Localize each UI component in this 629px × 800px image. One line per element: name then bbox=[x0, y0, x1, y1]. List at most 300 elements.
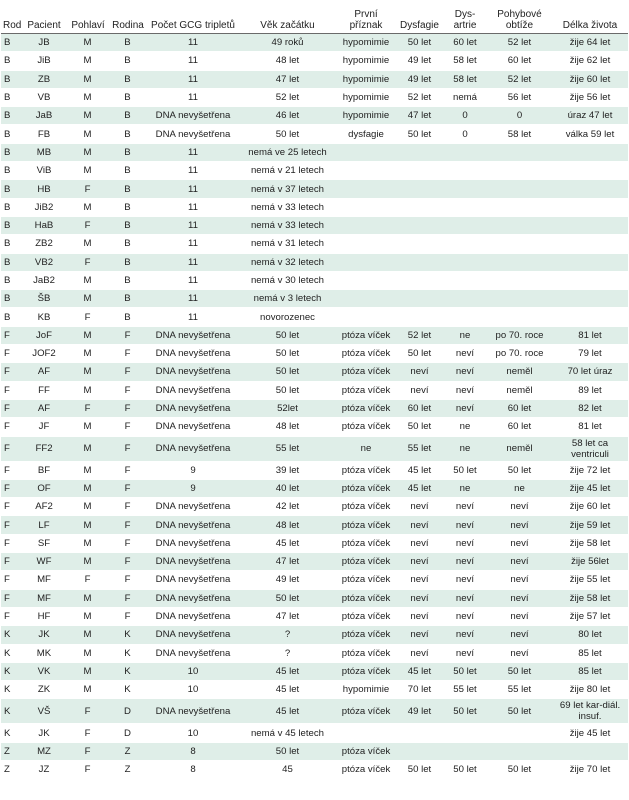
cell-pacient: HB bbox=[21, 180, 67, 198]
cell-rodina: F bbox=[109, 461, 147, 479]
cell-dysfagie bbox=[396, 216, 443, 234]
cell-rod: B bbox=[1, 34, 21, 52]
cell-dysfagie: 49 let bbox=[396, 52, 443, 70]
cell-delka-zivota: 69 let kar-diál. insuf. bbox=[552, 699, 628, 724]
cell-dysfagie bbox=[396, 235, 443, 253]
cell-delka-zivota: válka 59 let bbox=[552, 125, 628, 143]
cell-pohybove-obtize: 60 let bbox=[487, 52, 552, 70]
cell-pocet-gcg: DNA nevyšetřena bbox=[147, 326, 239, 344]
cell-dysartrie bbox=[443, 143, 487, 161]
cell-pocet-gcg: DNA nevyšetřena bbox=[147, 125, 239, 143]
cell-vek-zacatku: nemá ve 25 letech bbox=[239, 143, 336, 161]
cell-prvni-priznak bbox=[336, 724, 396, 742]
cell-delka-zivota bbox=[552, 143, 628, 161]
cell-pocet-gcg: DNA nevyšetřena bbox=[147, 589, 239, 607]
cell-rodina: F bbox=[109, 571, 147, 589]
table-row bbox=[1, 534, 628, 552]
cell-vek-zacatku: 48 let bbox=[239, 516, 336, 534]
cell-prvni-priznak: ptóza víček bbox=[336, 571, 396, 589]
cell-pohlavi: M bbox=[67, 198, 109, 216]
header-pocet-gcg: Počet GCG tripletů bbox=[147, 0, 239, 34]
cell-rod: K bbox=[1, 724, 21, 742]
cell-pohlavi: M bbox=[67, 271, 109, 289]
cell-dysartrie bbox=[443, 253, 487, 271]
cell-pohlavi: F bbox=[67, 571, 109, 589]
cell-delka-zivota: 85 let bbox=[552, 662, 628, 680]
cell-rodina: B bbox=[109, 271, 147, 289]
cell-vek-zacatku: nemá v 33 letech bbox=[239, 198, 336, 216]
cell-rodina: F bbox=[109, 553, 147, 571]
cell-pohybove-obtize: 58 let bbox=[487, 125, 552, 143]
cell-vek-zacatku: 52 let bbox=[239, 88, 336, 106]
cell-pacient: HF bbox=[21, 607, 67, 625]
cell-delka-zivota: žije 60 let bbox=[552, 498, 628, 516]
cell-delka-zivota: 82 let bbox=[552, 399, 628, 417]
cell-pacient: VK bbox=[21, 662, 67, 680]
table-row bbox=[1, 180, 628, 198]
cell-delka-zivota bbox=[552, 271, 628, 289]
table-row bbox=[1, 345, 628, 363]
cell-pohlavi: M bbox=[67, 589, 109, 607]
cell-prvni-priznak: ptóza víček bbox=[336, 381, 396, 399]
cell-pocet-gcg: DNA nevyšetřena bbox=[147, 607, 239, 625]
table-row bbox=[1, 107, 628, 125]
cell-rodina: F bbox=[109, 399, 147, 417]
cell-dysartrie: neví bbox=[443, 345, 487, 363]
cell-rod: B bbox=[1, 88, 21, 106]
table-row bbox=[1, 699, 628, 724]
header-pacient: Pacient bbox=[21, 0, 67, 34]
cell-pohybove-obtize: ne bbox=[487, 479, 552, 497]
cell-pohybove-obtize: 52 let bbox=[487, 34, 552, 52]
cell-pohlavi: M bbox=[67, 516, 109, 534]
cell-dysartrie bbox=[443, 308, 487, 326]
cell-prvni-priznak: ptóza víček bbox=[336, 479, 396, 497]
cell-pacient: MK bbox=[21, 644, 67, 662]
cell-pohybove-obtize bbox=[487, 162, 552, 180]
cell-pohybove-obtize bbox=[487, 143, 552, 161]
cell-dysartrie bbox=[443, 180, 487, 198]
cell-dysartrie: neví bbox=[443, 516, 487, 534]
table-row bbox=[1, 253, 628, 271]
table-row bbox=[1, 644, 628, 662]
cell-pacient: OF bbox=[21, 479, 67, 497]
cell-delka-zivota bbox=[552, 235, 628, 253]
cell-pohlavi: M bbox=[67, 534, 109, 552]
cell-pacient: KB bbox=[21, 308, 67, 326]
cell-pacient: ViB bbox=[21, 162, 67, 180]
cell-rodina: B bbox=[109, 253, 147, 271]
cell-vek-zacatku: 40 let bbox=[239, 479, 336, 497]
cell-prvni-priznak bbox=[336, 271, 396, 289]
cell-pocet-gcg: 11 bbox=[147, 253, 239, 271]
cell-pocet-gcg: 11 bbox=[147, 271, 239, 289]
cell-dysartrie bbox=[443, 198, 487, 216]
cell-pacient: ZK bbox=[21, 681, 67, 699]
cell-dysartrie: neví bbox=[443, 644, 487, 662]
table-row bbox=[1, 308, 628, 326]
cell-delka-zivota: žije 64 let bbox=[552, 34, 628, 52]
cell-delka-zivota: žije 56let bbox=[552, 553, 628, 571]
table-row bbox=[1, 381, 628, 399]
cell-vek-zacatku: nemá v 32 letech bbox=[239, 253, 336, 271]
cell-pohlavi: M bbox=[67, 644, 109, 662]
cell-pohybove-obtize: 0 bbox=[487, 107, 552, 125]
cell-rod: F bbox=[1, 345, 21, 363]
cell-pacient: SF bbox=[21, 534, 67, 552]
cell-prvni-priznak: ptóza víček bbox=[336, 498, 396, 516]
cell-pocet-gcg: 11 bbox=[147, 70, 239, 88]
cell-rod: Z bbox=[1, 742, 21, 760]
table-row bbox=[1, 626, 628, 644]
table-row bbox=[1, 418, 628, 436]
cell-rodina: B bbox=[109, 198, 147, 216]
cell-dysfagie bbox=[396, 162, 443, 180]
cell-rod: F bbox=[1, 553, 21, 571]
cell-pocet-gcg: 11 bbox=[147, 290, 239, 308]
cell-pocet-gcg: DNA nevyšetřena bbox=[147, 571, 239, 589]
table-row bbox=[1, 88, 628, 106]
cell-prvni-priznak: ptóza víček bbox=[336, 742, 396, 760]
cell-prvni-priznak: hypomimie bbox=[336, 52, 396, 70]
table-row bbox=[1, 607, 628, 625]
cell-prvni-priznak: ptóza víček bbox=[336, 418, 396, 436]
cell-dysfagie: neví bbox=[396, 571, 443, 589]
cell-rodina: B bbox=[109, 162, 147, 180]
cell-delka-zivota: žije 45 let bbox=[552, 724, 628, 742]
cell-vek-zacatku: 47 let bbox=[239, 607, 336, 625]
cell-vek-zacatku: ? bbox=[239, 626, 336, 644]
cell-rodina: F bbox=[109, 418, 147, 436]
cell-rodina: B bbox=[109, 125, 147, 143]
cell-pohybove-obtize: neměl bbox=[487, 436, 552, 461]
cell-pacient: JaB bbox=[21, 107, 67, 125]
cell-dysartrie: ne bbox=[443, 436, 487, 461]
cell-vek-zacatku: nemá v 37 letech bbox=[239, 180, 336, 198]
cell-rod: F bbox=[1, 589, 21, 607]
cell-rodina: F bbox=[109, 534, 147, 552]
cell-dysartrie: neví bbox=[443, 626, 487, 644]
cell-pocet-gcg: 11 bbox=[147, 308, 239, 326]
cell-dysfagie: 49 let bbox=[396, 699, 443, 724]
cell-rodina: K bbox=[109, 662, 147, 680]
cell-dysartrie: 50 let bbox=[443, 662, 487, 680]
cell-rod: F bbox=[1, 399, 21, 417]
cell-delka-zivota bbox=[552, 162, 628, 180]
cell-dysfagie bbox=[396, 180, 443, 198]
cell-delka-zivota bbox=[552, 742, 628, 760]
cell-pacient: VB bbox=[21, 88, 67, 106]
header-pohlavi: Pohlaví bbox=[67, 0, 109, 34]
cell-dysfagie: neví bbox=[396, 607, 443, 625]
cell-prvni-priznak: ptóza víček bbox=[336, 399, 396, 417]
cell-pacient: JB bbox=[21, 34, 67, 52]
cell-pacient: JiB2 bbox=[21, 198, 67, 216]
cell-dysfagie: 50 let bbox=[396, 34, 443, 52]
cell-vek-zacatku: 48 let bbox=[239, 418, 336, 436]
cell-vek-zacatku: 47 let bbox=[239, 70, 336, 88]
cell-rod: K bbox=[1, 699, 21, 724]
cell-vek-zacatku: 45 let bbox=[239, 681, 336, 699]
cell-pacient: MZ bbox=[21, 742, 67, 760]
cell-pacient: JOF2 bbox=[21, 345, 67, 363]
cell-pacient: JaB2 bbox=[21, 271, 67, 289]
cell-pocet-gcg: DNA nevyšetřena bbox=[147, 626, 239, 644]
cell-dysfagie bbox=[396, 253, 443, 271]
cell-delka-zivota: 58 let ca ventriculi bbox=[552, 436, 628, 461]
cell-pohlavi: M bbox=[67, 34, 109, 52]
cell-rod: B bbox=[1, 107, 21, 125]
cell-prvni-priznak: hypomimie bbox=[336, 70, 396, 88]
table-row bbox=[1, 235, 628, 253]
cell-pocet-gcg: 8 bbox=[147, 742, 239, 760]
cell-dysfagie: 50 let bbox=[396, 345, 443, 363]
cell-rod: B bbox=[1, 162, 21, 180]
cell-pohlavi: M bbox=[67, 553, 109, 571]
table-header-row bbox=[1, 0, 628, 34]
cell-pacient: JK bbox=[21, 626, 67, 644]
cell-prvni-priznak: ptóza víček bbox=[336, 699, 396, 724]
cell-dysartrie bbox=[443, 742, 487, 760]
cell-rodina: F bbox=[109, 607, 147, 625]
table-row bbox=[1, 589, 628, 607]
cell-pocet-gcg: DNA nevyšetřena bbox=[147, 107, 239, 125]
cell-pohybove-obtize: 50 let bbox=[487, 461, 552, 479]
cell-dysartrie bbox=[443, 271, 487, 289]
table-row bbox=[1, 479, 628, 497]
cell-pohybove-obtize: neví bbox=[487, 607, 552, 625]
cell-dysfagie: neví bbox=[396, 363, 443, 381]
cell-vek-zacatku: nemá v 31 letech bbox=[239, 235, 336, 253]
cell-vek-zacatku: 45 let bbox=[239, 662, 336, 680]
cell-pohybove-obtize: neví bbox=[487, 626, 552, 644]
cell-pohlavi: F bbox=[67, 742, 109, 760]
cell-pohybove-obtize bbox=[487, 290, 552, 308]
table-row bbox=[1, 326, 628, 344]
cell-delka-zivota: žije 70 let bbox=[552, 760, 628, 778]
cell-pohybove-obtize: neměl bbox=[487, 363, 552, 381]
cell-vek-zacatku: 50 let bbox=[239, 345, 336, 363]
cell-delka-zivota: úraz 47 let bbox=[552, 107, 628, 125]
cell-vek-zacatku: 49 let bbox=[239, 571, 336, 589]
cell-delka-zivota: žije 59 let bbox=[552, 516, 628, 534]
cell-pocet-gcg: 11 bbox=[147, 180, 239, 198]
cell-pocet-gcg: 11 bbox=[147, 216, 239, 234]
cell-vek-zacatku: 45 bbox=[239, 760, 336, 778]
cell-pohlavi: F bbox=[67, 308, 109, 326]
cell-delka-zivota: 85 let bbox=[552, 644, 628, 662]
cell-pohlavi: M bbox=[67, 290, 109, 308]
cell-vek-zacatku: 46 let bbox=[239, 107, 336, 125]
cell-pohybove-obtize bbox=[487, 308, 552, 326]
cell-pocet-gcg: DNA nevyšetřena bbox=[147, 418, 239, 436]
cell-pohlavi: M bbox=[67, 70, 109, 88]
cell-pacient: ZB2 bbox=[21, 235, 67, 253]
header-rodina: Rodina bbox=[109, 0, 147, 34]
table-row bbox=[1, 125, 628, 143]
cell-rod: F bbox=[1, 534, 21, 552]
cell-rodina: F bbox=[109, 345, 147, 363]
cell-rodina: F bbox=[109, 516, 147, 534]
cell-pacient: ŠB bbox=[21, 290, 67, 308]
cell-delka-zivota bbox=[552, 290, 628, 308]
cell-vek-zacatku: novorozenec bbox=[239, 308, 336, 326]
table-row bbox=[1, 681, 628, 699]
cell-pohlavi: M bbox=[67, 363, 109, 381]
table-row bbox=[1, 198, 628, 216]
cell-pacient: FF2 bbox=[21, 436, 67, 461]
cell-pohybove-obtize: neví bbox=[487, 571, 552, 589]
patients-table bbox=[1, 0, 628, 779]
cell-pacient: JiB bbox=[21, 52, 67, 70]
cell-delka-zivota: žije 57 let bbox=[552, 607, 628, 625]
cell-prvni-priznak: hypomimie bbox=[336, 681, 396, 699]
cell-dysartrie: neví bbox=[443, 498, 487, 516]
cell-pocet-gcg: 11 bbox=[147, 34, 239, 52]
cell-rodina: B bbox=[109, 52, 147, 70]
cell-delka-zivota bbox=[552, 216, 628, 234]
table-row bbox=[1, 162, 628, 180]
cell-delka-zivota: 81 let bbox=[552, 418, 628, 436]
cell-pohlavi: F bbox=[67, 724, 109, 742]
cell-pacient: LF bbox=[21, 516, 67, 534]
cell-pocet-gcg: DNA nevyšetřena bbox=[147, 399, 239, 417]
cell-dysfagie bbox=[396, 742, 443, 760]
cell-dysartrie: neví bbox=[443, 363, 487, 381]
cell-rod: B bbox=[1, 70, 21, 88]
cell-delka-zivota: žije 62 let bbox=[552, 52, 628, 70]
cell-rod: F bbox=[1, 436, 21, 461]
cell-dysartrie bbox=[443, 290, 487, 308]
header-dysfagie: Dysfagie bbox=[396, 0, 443, 34]
cell-dysfagie bbox=[396, 198, 443, 216]
cell-pacient: MF bbox=[21, 589, 67, 607]
cell-dysfagie bbox=[396, 724, 443, 742]
cell-pacient: VŠ bbox=[21, 699, 67, 724]
cell-rod: K bbox=[1, 644, 21, 662]
cell-delka-zivota: žije 80 let bbox=[552, 681, 628, 699]
cell-pohlavi: M bbox=[67, 143, 109, 161]
cell-rodina: F bbox=[109, 326, 147, 344]
cell-delka-zivota: žije 45 let bbox=[552, 479, 628, 497]
cell-dysfagie: 52 let bbox=[396, 326, 443, 344]
cell-prvni-priznak bbox=[336, 216, 396, 234]
table-row bbox=[1, 143, 628, 161]
cell-pocet-gcg: 11 bbox=[147, 88, 239, 106]
cell-rodina: F bbox=[109, 589, 147, 607]
cell-pohybove-obtize bbox=[487, 216, 552, 234]
cell-prvni-priznak: ne bbox=[336, 436, 396, 461]
cell-rod: F bbox=[1, 461, 21, 479]
cell-prvni-priznak: ptóza víček bbox=[336, 345, 396, 363]
cell-rodina: F bbox=[109, 498, 147, 516]
cell-pocet-gcg: 11 bbox=[147, 143, 239, 161]
cell-rod: F bbox=[1, 607, 21, 625]
cell-pohlavi: M bbox=[67, 479, 109, 497]
cell-dysartrie: ne bbox=[443, 326, 487, 344]
cell-pohybove-obtize bbox=[487, 742, 552, 760]
cell-dysfagie: neví bbox=[396, 381, 443, 399]
cell-rodina: F bbox=[109, 436, 147, 461]
table-row bbox=[1, 34, 628, 52]
cell-rodina: D bbox=[109, 724, 147, 742]
cell-dysartrie: neví bbox=[443, 607, 487, 625]
cell-delka-zivota: 81 let bbox=[552, 326, 628, 344]
cell-pacient: FF bbox=[21, 381, 67, 399]
cell-pacient: MB bbox=[21, 143, 67, 161]
cell-rodina: K bbox=[109, 681, 147, 699]
cell-rodina: F bbox=[109, 363, 147, 381]
cell-dysfagie bbox=[396, 290, 443, 308]
cell-vek-zacatku: nemá v 21 letech bbox=[239, 162, 336, 180]
cell-dysartrie: neví bbox=[443, 571, 487, 589]
header-prvni-priznak: První příznak bbox=[336, 0, 396, 34]
cell-pohlavi: F bbox=[67, 399, 109, 417]
cell-delka-zivota bbox=[552, 180, 628, 198]
cell-rod: B bbox=[1, 125, 21, 143]
cell-rod: K bbox=[1, 681, 21, 699]
cell-dysartrie: 50 let bbox=[443, 699, 487, 724]
cell-prvni-priznak bbox=[336, 253, 396, 271]
cell-vek-zacatku: 55 let bbox=[239, 436, 336, 461]
cell-pocet-gcg: 10 bbox=[147, 681, 239, 699]
cell-delka-zivota: žije 72 let bbox=[552, 461, 628, 479]
cell-pacient: AF bbox=[21, 363, 67, 381]
cell-pohlavi: M bbox=[67, 52, 109, 70]
cell-delka-zivota: žije 60 let bbox=[552, 70, 628, 88]
cell-vek-zacatku: 47 let bbox=[239, 553, 336, 571]
cell-dysartrie: neví bbox=[443, 534, 487, 552]
cell-vek-zacatku: 52let bbox=[239, 399, 336, 417]
cell-pohlavi: F bbox=[67, 760, 109, 778]
cell-pacient: VB2 bbox=[21, 253, 67, 271]
cell-vek-zacatku: 39 let bbox=[239, 461, 336, 479]
cell-pocet-gcg: DNA nevyšetřena bbox=[147, 699, 239, 724]
cell-dysfagie bbox=[396, 271, 443, 289]
cell-prvni-priznak: ptóza víček bbox=[336, 626, 396, 644]
cell-pocet-gcg: DNA nevyšetřena bbox=[147, 436, 239, 461]
cell-rod: F bbox=[1, 326, 21, 344]
cell-pacient: BF bbox=[21, 461, 67, 479]
table-row bbox=[1, 52, 628, 70]
cell-dysfagie: neví bbox=[396, 534, 443, 552]
header-pohybove-obtize: Pohybové obtíže bbox=[487, 0, 552, 34]
cell-pocet-gcg: DNA nevyšetřena bbox=[147, 553, 239, 571]
cell-dysfagie: neví bbox=[396, 626, 443, 644]
cell-vek-zacatku: 45 let bbox=[239, 699, 336, 724]
cell-pacient: WF bbox=[21, 553, 67, 571]
cell-prvni-priznak bbox=[336, 198, 396, 216]
cell-delka-zivota: 70 let úraz bbox=[552, 363, 628, 381]
cell-delka-zivota bbox=[552, 198, 628, 216]
cell-dysartrie: ne bbox=[443, 479, 487, 497]
cell-pohlavi: M bbox=[67, 498, 109, 516]
cell-pohlavi: F bbox=[67, 216, 109, 234]
cell-prvni-priznak: ptóza víček bbox=[336, 644, 396, 662]
cell-dysfagie: 52 let bbox=[396, 88, 443, 106]
cell-pohlavi: M bbox=[67, 235, 109, 253]
cell-dysfagie: 55 let bbox=[396, 436, 443, 461]
cell-prvni-priznak: ptóza víček bbox=[336, 363, 396, 381]
cell-rodina: F bbox=[109, 479, 147, 497]
cell-rod: B bbox=[1, 290, 21, 308]
cell-pacient: JoF bbox=[21, 326, 67, 344]
cell-pacient: JZ bbox=[21, 760, 67, 778]
cell-pohybove-obtize: 52 let bbox=[487, 70, 552, 88]
cell-pohlavi: M bbox=[67, 326, 109, 344]
cell-pocet-gcg: DNA nevyšetřena bbox=[147, 516, 239, 534]
cell-delka-zivota: 79 let bbox=[552, 345, 628, 363]
